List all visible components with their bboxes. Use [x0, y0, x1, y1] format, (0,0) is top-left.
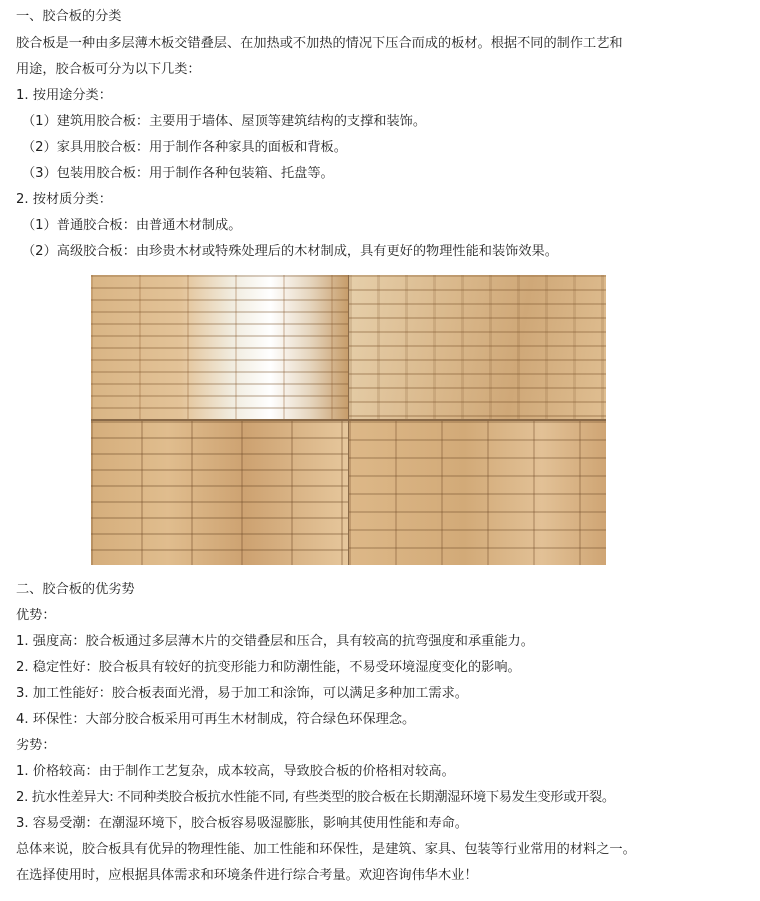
- list-item: （3）包装用胶合板：用于制作各种包装箱、托盘等。: [22, 166, 334, 181]
- list-item: 3. 容易受潮：在潮湿环境下，胶合板容易吸湿膨胀，影响其使用性能和寿命。: [16, 816, 468, 831]
- intro-paragraph-line2: 用途，胶合板可分为以下几类：: [16, 62, 201, 77]
- list-item: 3. 加工性能好：胶合板表面光滑，易于加工和涂饰，可以满足多种加工需求。: [16, 686, 468, 701]
- by-use-title: 1. 按用途分类：: [16, 88, 112, 103]
- pros-title: 优势：: [16, 608, 56, 623]
- plywood-stack-photo-4: [349, 421, 606, 565]
- list-item: 2. 抗水性差异大: 不同种类胶合板抗水性能不同, 有些类型的胶合板在长期潮湿环境下易发生变形或开裂。: [16, 790, 615, 805]
- list-item: 1. 价格较高：由于制作工艺复杂，成本较高，导致胶合板的价格相对较高。: [16, 764, 455, 779]
- plywood-stack-photo-1: [91, 275, 348, 419]
- by-material-title: 2. 按材质分类：: [16, 192, 112, 207]
- cons-title: 劣势：: [16, 738, 56, 753]
- plywood-stack-photo-2: [349, 275, 606, 419]
- section-heading-classification: 一、胶合板的分类: [16, 9, 122, 24]
- plywood-stack-photo-3: [91, 421, 348, 565]
- plywood-photo-collage: [91, 275, 606, 565]
- list-item: （1）普通胶合板：由普通木材制成。: [22, 218, 242, 233]
- collage-divider-horizontal: [91, 419, 606, 421]
- list-item: 4. 环保性：大部分胶合板采用可再生木材制成，符合绿色环保理念。: [16, 712, 416, 727]
- list-item: （1）建筑用胶合板：主要用于墙体、屋顶等建筑结构的支撑和装饰。: [22, 114, 427, 129]
- summary-line1: 总体来说，胶合板具有优异的物理性能、加工性能和环保性，是建筑、家具、包装等行业常用的材料之一。: [16, 842, 636, 857]
- list-item: （2）家具用胶合板：用于制作各种家具的面板和背板。: [22, 140, 347, 155]
- intro-paragraph-line1: 胶合板是一种由多层薄木板交错叠层、在加热或不加热的情况下压合而成的板材。根据不同的制作工艺和: [16, 36, 623, 51]
- list-item: （2）高级胶合板：由珍贵木材或特殊处理后的木材制成，具有更好的物理性能和装饰效果。: [22, 244, 558, 259]
- summary-line2: 在选择使用时，应根据具体需求和环境条件进行综合考量。欢迎咨询伟华木业！: [16, 868, 478, 883]
- list-item: 2. 稳定性好：胶合板具有较好的抗变形能力和防潮性能，不易受环境湿度变化的影响。: [16, 660, 521, 675]
- list-item: 1. 强度高：胶合板通过多层薄木片的交错叠层和压合，具有较高的抗弯强度和承重能力。: [16, 634, 534, 649]
- section-heading-pros-cons: 二、胶合板的优劣势: [16, 582, 135, 597]
